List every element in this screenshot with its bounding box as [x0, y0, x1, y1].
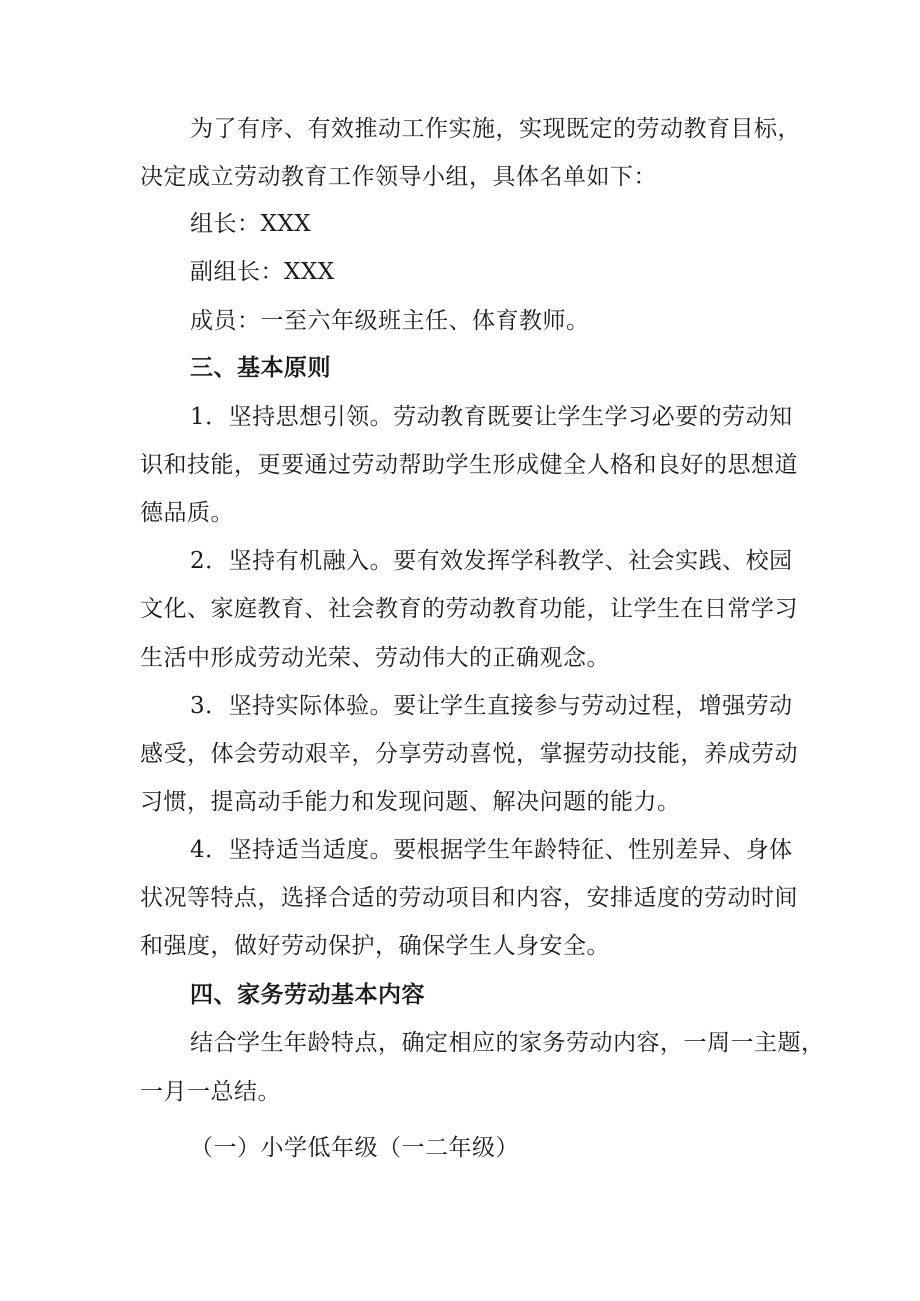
principle-1-line-2: 识和技能，更要通过劳动帮助学生形成健全人格和良好的思想道	[140, 452, 798, 478]
members-line: 成员：一至六年级班主任、体育教师。	[190, 308, 590, 334]
principle-2-line-3: 生活中形成劳动光荣、劳动伟大的正确观念。	[140, 645, 610, 671]
principle-4-line-1: 4．坚持适当适度。要根据学生年龄特征、性别差异、身体	[190, 837, 793, 863]
intro-line-2: 决定成立劳动教育工作领导小组，具体名单如下：	[140, 164, 657, 190]
intro-line-1: 为了有序、有效推动工作实施，实现既定的劳动教育目标，	[190, 116, 801, 142]
principle-3-line-2: 感受，体会劳动艰辛，分享劳动喜悦，掌握劳动技能，养成劳动	[140, 741, 798, 767]
principle-1-line-1: 1．坚持思想引领。劳动教育既要让学生学习必要的劳动知	[190, 404, 793, 430]
principle-2-line-2: 文化、家庭教育、社会教育的劳动教育功能，让学生在日常学习	[140, 596, 798, 622]
principle-2-line-1: 2．坚持有机融入。要有效发挥学科教学、社会实践、校园	[190, 548, 793, 574]
principle-3-line-1: 3．坚持实际体验。要让学生直接参与劳动过程，增强劳动	[190, 693, 793, 719]
section-4-heading: 四、家务劳动基本内容	[190, 982, 425, 1008]
principle-3-line-3: 习惯，提高动手能力和发现问题、解决问题的能力。	[140, 789, 681, 815]
section-4-intro-line-1: 结合学生年龄特点，确定相应的家务劳动内容，一周一主题，	[190, 1030, 825, 1056]
principle-4-line-3: 和强度，做好劳动保护，确保学生人身安全。	[140, 933, 610, 959]
subsection-1-heading: （一）小学低年级（一二年级）	[190, 1135, 519, 1161]
principle-4-line-2: 状况等特点，选择合适的劳动项目和内容，安排适度的劳动时间	[140, 885, 798, 911]
principle-1-line-3: 德品质。	[140, 500, 234, 526]
section-4-intro-line-2: 一月一总结。	[140, 1079, 281, 1105]
deputy-leader-line: 副组长：XXX	[190, 259, 335, 285]
leader-line: 组长：XXX	[190, 211, 312, 237]
section-3-heading: 三、基本原则	[190, 355, 331, 381]
